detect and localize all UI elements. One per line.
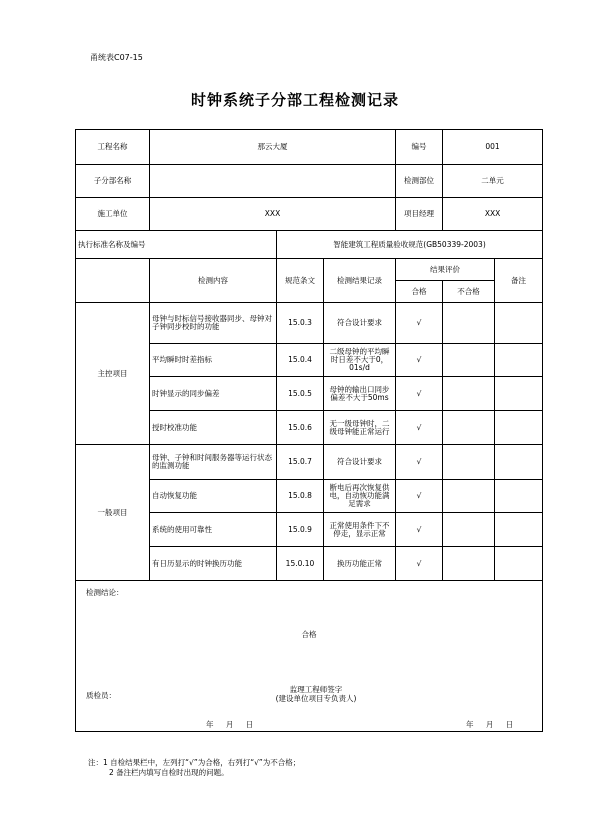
row-remark <box>495 513 543 547</box>
contractor-value: XXX <box>150 198 396 231</box>
row-record: 二级母钟的平均瞬时日差不大于0，01s/d <box>324 344 396 377</box>
note-line-2: 2 备注栏内填写自检时出现的问题。 <box>109 768 229 777</box>
number-value: 001 <box>443 130 543 165</box>
row-fail <box>443 513 495 547</box>
col-evaluation-header: 结果评价 <box>396 259 495 281</box>
row-remark <box>495 480 543 513</box>
row-clause: 15.0.6 <box>277 411 324 445</box>
row-remark <box>495 411 543 445</box>
col-record-header: 检测结果记录 <box>324 259 396 303</box>
row-clause: 15.0.8 <box>277 480 324 513</box>
page-title: 时钟系统子分部工程检测记录 <box>190 91 399 109</box>
row-clause: 15.0.4 <box>277 344 324 377</box>
supervisor-signature <box>236 685 396 703</box>
project-name-label: 工程名称 <box>76 130 150 165</box>
row-fail <box>443 344 495 377</box>
standard-label: 执行标准名称及编号 <box>76 231 277 259</box>
row-record: 母钟的输出口同步偏差不大于50ms <box>324 377 396 411</box>
note-line-1: 注：1 自检结果栏中，左列打“√”为合格，右列打“√”为不合格； <box>88 758 301 767</box>
row-content: 时钟显示的同步偏差 <box>150 377 277 411</box>
project-name-value: 那云大厦 <box>150 130 396 165</box>
subdivision-value <box>150 165 396 198</box>
col-content-header: 检测内容 <box>150 259 277 303</box>
row-record: 符合设计要求 <box>324 445 396 480</box>
row-pass: √ <box>396 377 443 411</box>
row-content: 自动恢复功能 <box>150 480 277 513</box>
number-label: 编号 <box>396 130 443 165</box>
notes <box>88 758 300 778</box>
row-record: 换历功能正常 <box>324 547 396 581</box>
row-fail <box>443 480 495 513</box>
manager-label: 项目经理 <box>396 198 443 231</box>
col-remark-header: 备注 <box>495 259 543 303</box>
row-fail <box>443 411 495 445</box>
row-content: 系统的使用可靠性 <box>150 513 277 547</box>
date-right: 年 月 日 <box>466 720 514 729</box>
row-content: 平均瞬时时差指标 <box>150 344 277 377</box>
col-fail-header: 不合格 <box>443 281 495 303</box>
row-clause: 15.0.9 <box>277 513 324 547</box>
row-fail <box>443 303 495 344</box>
row-clause: 15.0.7 <box>277 445 324 480</box>
row-pass: √ <box>396 480 443 513</box>
col-pass-header: 合格 <box>396 281 443 303</box>
form-code: 甬统表C07-15 <box>90 53 143 62</box>
row-remark <box>495 377 543 411</box>
standard-value: 智能建筑工程质量验收规范(GB50339-2003) <box>277 231 543 259</box>
location-value: 二单元 <box>443 165 543 198</box>
row-pass: √ <box>396 344 443 377</box>
group-main-label: 主控项目 <box>76 303 150 445</box>
row-pass: √ <box>396 513 443 547</box>
supervisor-line1: 监理工程师签字 <box>289 685 343 694</box>
row-pass: √ <box>396 303 443 344</box>
contractor-label: 施工单位 <box>76 198 150 231</box>
row-remark <box>495 445 543 480</box>
conclusion-result: 合格 <box>301 630 317 639</box>
blank-group-header <box>76 259 150 303</box>
row-fail <box>443 377 495 411</box>
row-record: 断电后再次恢复供电，自动恢功能满足需求 <box>324 480 396 513</box>
location-label: 检测部位 <box>396 165 443 198</box>
row-remark <box>495 547 543 581</box>
row-record: 正常使用条件下不停走，显示正常 <box>324 513 396 547</box>
row-content: 母钟与时标信号接收器同步、母钟对子钟同步校时的功能 <box>150 303 277 344</box>
subdivision-label: 子分部名称 <box>76 165 150 198</box>
inspector-label: 质检员： <box>86 691 116 700</box>
conclusion-cell <box>76 581 543 732</box>
row-remark <box>495 303 543 344</box>
row-content: 母钟、子钟和时间服务器等运行状态的监测功能 <box>150 445 277 480</box>
col-clause-header: 规范条文 <box>277 259 324 303</box>
row-fail <box>443 547 495 581</box>
supervisor-line2: (建设单位项目专负责人) <box>275 694 357 703</box>
row-record: 无一级母钟时，二级母钟能正常运行 <box>324 411 396 445</box>
row-record: 符合设计要求 <box>324 303 396 344</box>
row-clause: 15.0.3 <box>277 303 324 344</box>
row-clause: 15.0.10 <box>277 547 324 581</box>
row-pass: √ <box>396 445 443 480</box>
date-left: 年 月 日 <box>206 720 254 729</box>
row-pass: √ <box>396 547 443 581</box>
row-fail <box>443 445 495 480</box>
row-content: 有日历显示的时钟换历功能 <box>150 547 277 581</box>
manager-value: XXX <box>443 198 543 231</box>
row-pass: √ <box>396 411 443 445</box>
conclusion-label: 检测结论： <box>86 588 124 597</box>
row-clause: 15.0.5 <box>277 377 324 411</box>
inspection-record-table <box>75 129 543 732</box>
row-content: 授时校准功能 <box>150 411 277 445</box>
group-general-label: 一般项目 <box>76 445 150 581</box>
row-remark <box>495 344 543 377</box>
